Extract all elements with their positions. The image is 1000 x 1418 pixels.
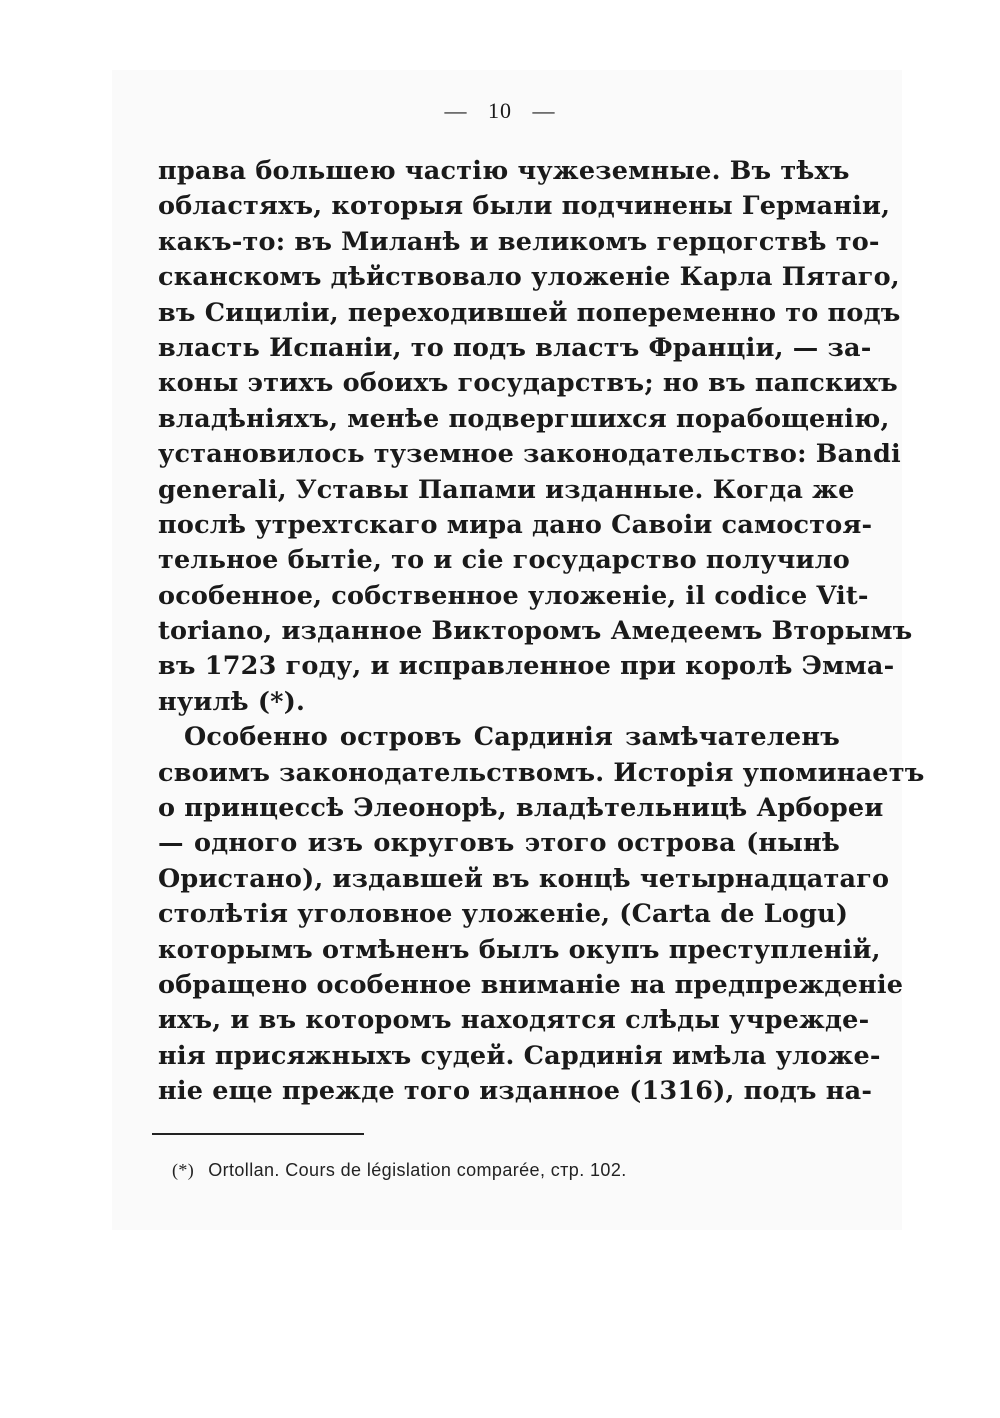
footnote-separator (152, 1133, 364, 1135)
text-line: установилось туземное законодательство: Bandi (158, 439, 901, 470)
page-number: 10 (488, 98, 512, 123)
text-line: — одного изъ округовъ этого острова (нынѣ (158, 828, 840, 859)
text-line: toriano, изданное Викторомъ Амедеемъ Вторымъ (158, 616, 913, 647)
text-line: коны этихъ обоихъ государствъ; но въ папскихъ (158, 368, 898, 399)
footnote-text: Ortollan. Cours de législation comparée, стр. 102. (208, 1160, 627, 1180)
footnote (172, 1160, 627, 1181)
text-line: ихъ, и въ которомъ находятся слѣды учрежде- (158, 1005, 870, 1036)
text-line: сканскомъ дѣйствовало уложеніе Карла Пятаго, (158, 262, 900, 293)
header-dash-right: — (532, 98, 556, 123)
text-line: власть Испаніи, то подъ властъ Франціи, — за- (158, 332, 872, 363)
text-line: столѣтія уголовное уложеніе, (Carta de Logu) (158, 899, 849, 930)
footnote-mark: (*) (172, 1160, 195, 1180)
page-number-header (0, 98, 1000, 124)
text-line: областяхъ, которыя были подчинены Германіи, (158, 191, 891, 222)
paragraph-start-line: Особенно островъ Сардинія замѣчателенъ (184, 722, 840, 753)
text-line: нія присяжныхъ судей. Сардинія имѣла уложе- (158, 1040, 881, 1071)
body-text (158, 154, 925, 1110)
text-line: Ористано), издавшей въ концѣ четырнадцатаго (158, 863, 890, 894)
text-line: послѣ утрехтскаго мира дано Савоіи самостоя- (158, 509, 873, 540)
text-line: какъ-то: въ Миланѣ и великомъ герцогствѣ то- (158, 226, 880, 257)
text-line: права большею частію чужеземные. Въ тѣхъ (158, 156, 850, 186)
text-line: обращено особенное вниманіе на предпрежденіе (158, 969, 904, 1000)
text-line: своимъ законодательствомъ. Исторія упоминаетъ (158, 757, 925, 788)
text-line: generali, Уставы Папами изданные. Когда же (158, 474, 855, 505)
text-line: владѣніяхъ, менѣе подвергшихся порабощенію, (158, 403, 890, 434)
text-line: въ Сициліи, переходившей попеременно то подъ (158, 297, 901, 328)
text-line: которымъ отмѣненъ былъ окупъ преступленій, (158, 934, 881, 965)
text-line: въ 1723 году, и исправленное при королѣ Эмма- (158, 651, 895, 682)
text-line: о принцессѣ Элеонорѣ, владѣтельницѣ Арбореи (158, 793, 884, 824)
header-dash-left: — (444, 98, 468, 123)
text-line: особенное, собственное уложеніе, il codice Vit- (158, 580, 869, 611)
text-line: тельное бытіе, то и сіе государство получило (158, 545, 851, 576)
text-line: нуилѣ (*). (158, 686, 306, 717)
text-line: ніе еще прежде того изданное (1316), подъ на- (158, 1076, 873, 1107)
